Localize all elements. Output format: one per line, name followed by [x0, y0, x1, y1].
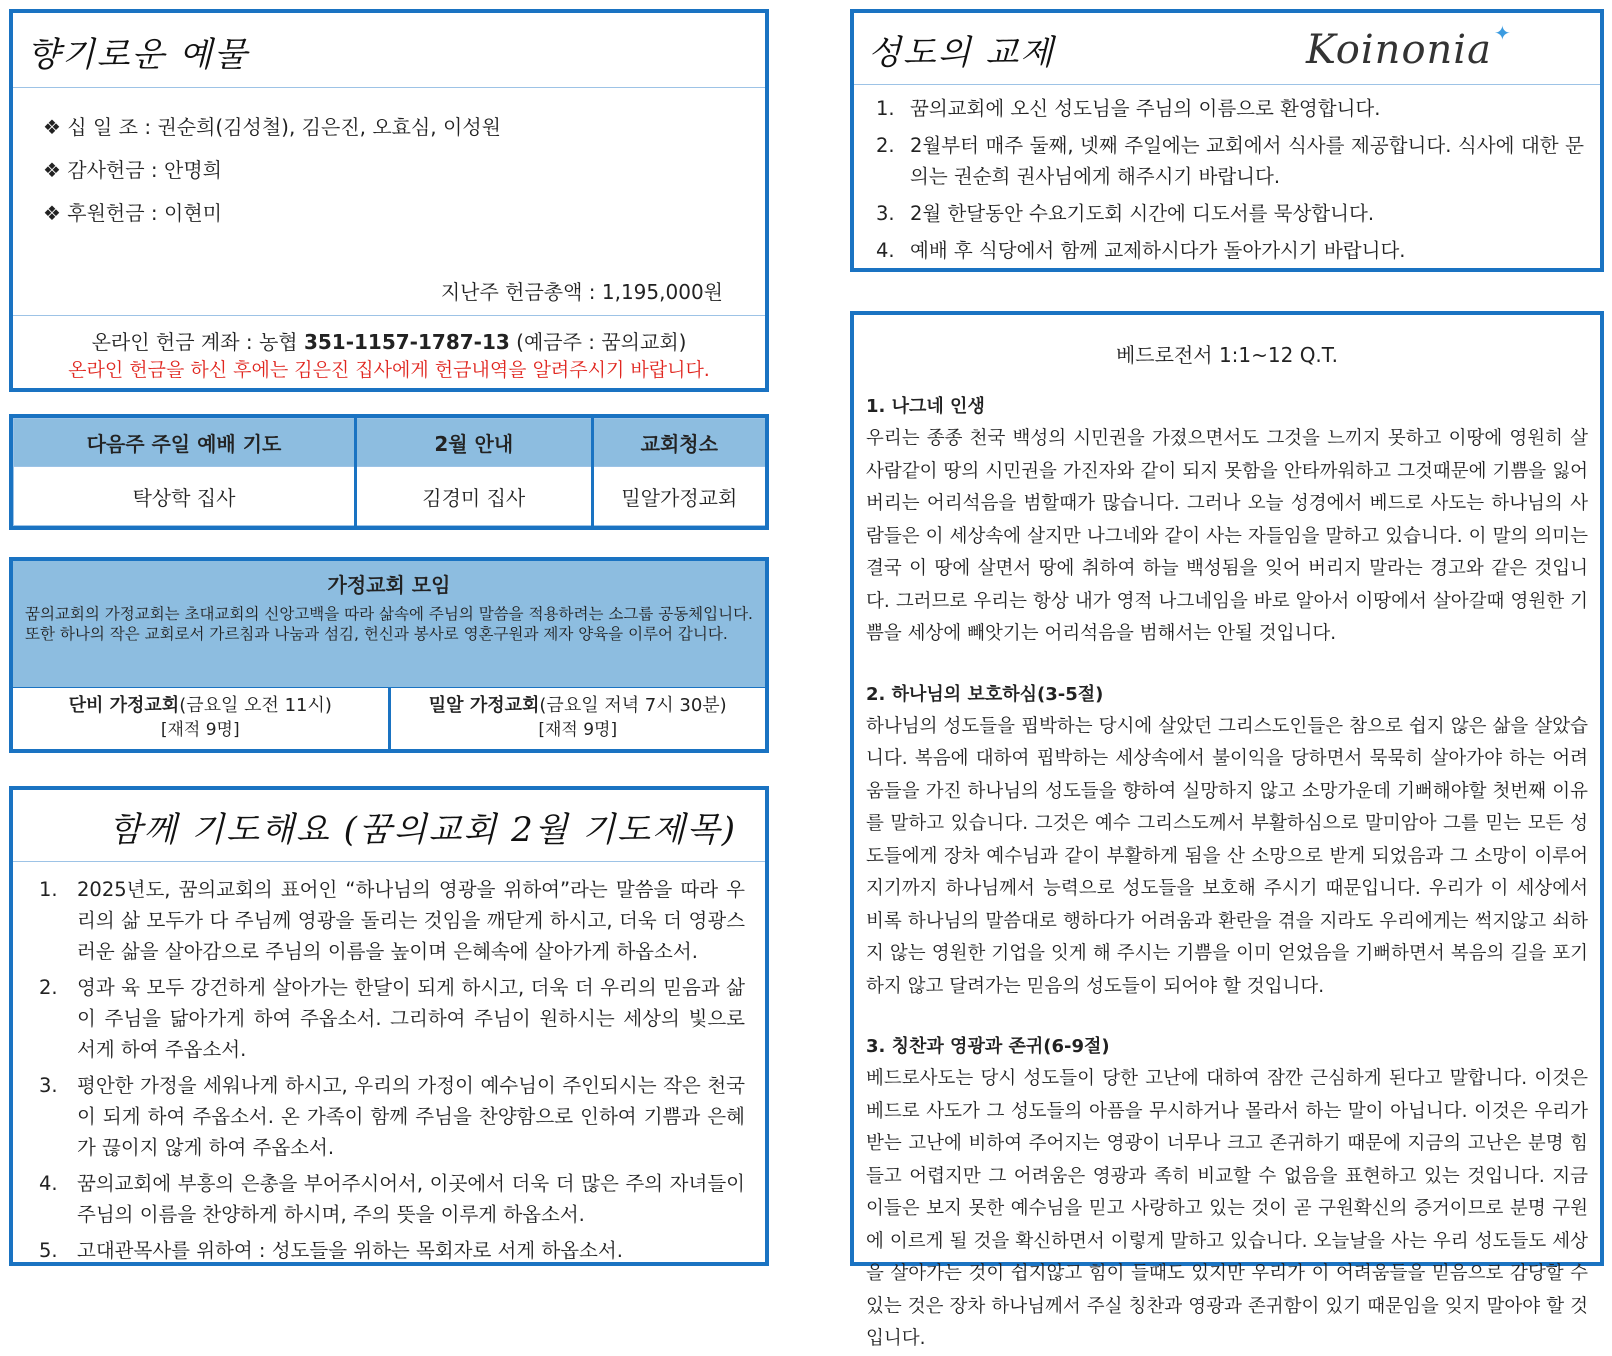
qt-section-heading: 2. 하나님의 보호하심(3-5절): [866, 683, 1104, 705]
duty-header: 다음주 주일 예배 기도: [14, 419, 356, 467]
online-offering-notice: 온라인 헌금을 하신 후에는 김은진 집사에게 헌금내역을 알려주시기 바랍니다.: [68, 359, 710, 381]
fellowship-item: 2. 2월부터 매주 둘째, 넷째 주일에는 교회에서 식사를 제공합니다. 식사에 대한 문의는 권순희 권사님에게 해주시기 바랍니다.: [876, 134, 1584, 188]
qt-section-body: 베드로사도는 당시 성도들이 당한 고난에 대하여 잠깐 근심하게 된다고 말합니다. 이것은 베드로 사도가 그 성도들의 아픔을 무시하거나 몰라서 하는 말이 아닙니다. 이것은 우리가 받는 고난에 비하여 주어지는 영광이 너무나 크고 존귀하기 때문에 지금의 고난은 분명 힘들고 어렵지만 그 어려움은 영광과 족히 비교할 수 없음을 표현하고 있는 것입니다. 지금 이들은 보지 못한 예수님을 믿고 사랑하고 있는 것이 곧 구원확신의 증거이므로 분명 구원에 이르게 될 것을 확신하면서 이렇게 말하고 있습니다. 오늘날을 사는 우리 성도들도 세상을 살아가는 것이 쉽지않고 힘이 들때도 있지만 우리가 이 어려움들을 믿음으로 감당할 수 있는 것은 장차 하나님께서 주실 칭찬과 영광과 존귀함이 있기 때문임을 잊지 말아야 할 것입니다.: [866, 1068, 1588, 1349]
duty-cell: 김경미 집사: [355, 467, 592, 526]
fellowship-item: 4. 예배 후 식당에서 함께 교제하시다가 돌아가시기 바랍니다.: [876, 239, 1406, 262]
online-offering-info: [13, 315, 765, 384]
qt-panel: [850, 311, 1604, 1349]
duty-header: 2월 안내: [355, 419, 592, 467]
qt-section-body: 하나님의 성도들을 핍박하는 당시에 살았던 그리스도인들은 참으로 쉽지 않은 삶을 살았습니다. 복음에 대하여 핍박하는 세상속에서 불이익을 당하면서 묵묵히 살아가야 하는 어려움들을 가진 하나님의 성도들을 향하여 실망하지 않고 소망가운데 기뻐해야할 첫번째 이유를 말하고 있습니다. 그것은 예수 그리스도께서 부활하심으로 말미암아 그를 믿는 모든 성도들에게 장차 예수님과 같이 부활하게 됨을 산 소망으로 받게 되었음과 그 소망이 이루어 지기까지 하나님께서 능력으로 성도들을 보호해 주시기 때문입니다. 우리가 이 세상에서 비록 하나님의 말씀대로 행하다가 어려움과 환란을 겪을 지라도 우리에게는 썩지않고 쇠하지 않는 영원한 기업을 잇게 해 주시는 기쁨을 이미 얻었음을 기뻐하면서 복음의 길을 포기하지 않고 달려가는 믿음의 성도들이 되어야 할 것입니다.: [866, 715, 1588, 997]
fellowship-title-bar: [854, 13, 1600, 84]
homechurch-group: [391, 688, 766, 749]
qt-section-heading: 1. 나그네 인생: [866, 396, 985, 417]
offering-item: ❖ 십 일 조 : 권순희(김성철), 김은진, 오효심, 이성원: [43, 115, 501, 139]
homechurch-description: 꿈의교회의 가정교회는 초대교회의 신앙고백을 따라 삶속에 주님의 말씀을 적용하려는 소그룹 공동체입니다. 또한 하나의 작은 교회로서 가르침과 나눔과 섬김, 헌신과 봉사로 영혼구원과 제자 양육을 이루어 갑니다.: [25, 605, 753, 643]
prayer-panel: [9, 786, 769, 1266]
group-name: 밀알 가정교회: [428, 695, 540, 716]
fellowship-item: 1. 꿈의교회에 오신 성도님을 주님의 이름으로 환영합니다.: [876, 97, 1381, 120]
prayer-title-bar: [13, 790, 765, 861]
diamond-bullet-icon: ❖: [43, 115, 61, 139]
offering-title: 향기로운 예물: [27, 35, 249, 75]
diamond-bullet-icon: ❖: [43, 201, 61, 225]
homechurch-header: [13, 561, 765, 687]
fellowship-list: [854, 85, 1600, 266]
qt-section-body: 우리는 종종 천국 백성의 시민권을 가졌으면서도 그것을 느끼지 못하고 이땅에 영원히 살 사람같이 땅의 시민권을 가진자와 같이 되지 못함을 안타까워하고 그것때문에 기쁨을 잃어버리는 어리석음을 범할때가 많습니다. 그러나 오늘 성경에서 베드로 사도는 하나님의 사람들은 이 세상속에 살지만 나그네와 같이 사는 자들임을 말하고 있습니다. 이 말의 의미는 결국 이 땅에 살면서 땅에 취하여 하늘 백성됨을 잊어 버리지 말라는 경고와 같은 것입니다. 그러므로 우리는 항상 내가 영적 나그네임을 바로 알아서 이땅에서 살아갈때 영원한 기쁨을 세상에 빼앗기는 어리석음을 범해서는 안될 것입니다.: [866, 428, 1588, 644]
homechurch-group: [13, 688, 391, 749]
duty-table-panel: [9, 414, 769, 530]
sparkle-icon: ✦: [1494, 21, 1511, 45]
group-members: [재적 9명]: [160, 720, 240, 740]
qt-title: 베드로전서 1:1~12 Q.T.: [1115, 343, 1338, 367]
offering-list: [13, 88, 765, 235]
prayer-item: 5. 고대관목사를 위하여 : 성도들을 위하는 목회자로 서게 하옵소서.: [39, 1239, 623, 1262]
koinonia-logo: Koinonia: [1306, 27, 1492, 73]
duty-table: [13, 418, 765, 526]
prayer-item: 4. 꿈의교회에 부흥의 은총을 부어주시어서, 이곳에서 더욱 더 많은 주의 자녀들이 주님의 이름을 찬양하게 하시며, 주의 뜻을 이루게 하옵소서.: [39, 1172, 745, 1226]
homechurch-title: 가정교회 모임: [327, 573, 451, 597]
diamond-bullet-icon: ❖: [43, 158, 61, 182]
prayer-item: 3. 평안한 가정을 세워나게 하시고, 우리의 가정이 예수님이 주인되시는 작은 천국이 되게 하여 주옵소서. 온 가족이 함께 주님을 찬양함으로 인하여 기쁨과 은혜가 끊이지 않게 하여 주옵소서.: [39, 1074, 745, 1159]
account-number: 351-1157-1787-13: [303, 330, 510, 354]
qt-section: [866, 1031, 1588, 1356]
group-name: 단비 가정교회: [68, 695, 180, 716]
online-account: 온라인 헌금 계좌 : 농협 351-1157-1787-13 (예금주 : 꿈의교회): [91, 330, 687, 354]
fellowship-panel: [850, 9, 1604, 272]
group-members: [재적 9명]: [538, 720, 618, 740]
duty-cell: 밀알가정교회: [592, 467, 765, 526]
offering-total: 지난주 헌금총액 : 1,195,000원: [440, 280, 723, 304]
qt-section-heading: 3. 칭찬과 영광과 존귀(6-9절): [866, 1036, 1110, 1057]
offering-title-bar: [13, 13, 765, 87]
group-time: (금요일 저녁 7시 30분): [539, 695, 727, 716]
offering-item: ❖ 감사헌금 : 안명희: [43, 158, 222, 182]
offering-item: ❖ 후원헌금 : 이현미: [43, 201, 222, 225]
group-time: (금요일 오전 11시): [179, 695, 332, 716]
duty-header: 교회청소: [592, 419, 765, 467]
homechurch-groups: [13, 687, 765, 749]
prayer-list: [13, 862, 765, 1266]
prayer-item: 2. 영과 육 모두 강건하게 살아가는 한달이 되게 하시고, 더욱 더 우리의 믿음과 삶이 주님을 닮아가게 하여 주옵소서. 그리하여 주님이 원하시는 세상의 빛으로 서게 하여 주옵소서.: [39, 976, 745, 1061]
qt-section: [866, 391, 1588, 651]
prayer-item: 1. 2025년도, 꿈의교회의 표어인 “하나님의 영광을 위하여”라는 말씀을 따라 우리의 삶 모두가 다 주님께 영광을 돌리는 것임을 깨닫게 하시고, 더욱 더 영광스러운 삶을 살아감으로 주님의 이름을 높이며 은혜속에 살아가게 하옵소서.: [39, 878, 745, 963]
duty-cell: 탁상학 집사: [14, 467, 356, 526]
offering-panel: [9, 9, 769, 392]
qt-section: [866, 679, 1588, 1004]
fellowship-title: 성도의 교제: [868, 33, 1056, 73]
homechurch-panel: [9, 557, 769, 753]
prayer-title: 함께 기도해요 (꿈의교회 2월 기도제목): [108, 810, 737, 850]
fellowship-item: 3. 2월 한달동안 수요기도회 시간에 디도서를 묵상합니다.: [876, 202, 1375, 225]
